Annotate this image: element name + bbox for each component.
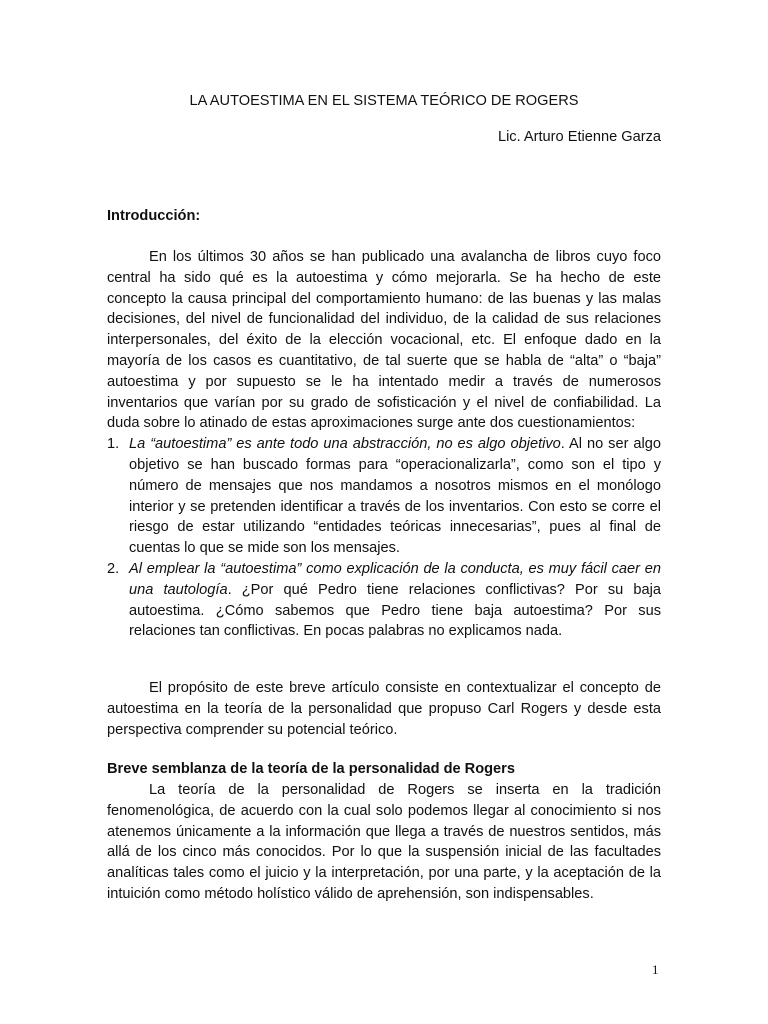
list-item-italic: La “autoestima” es ante todo una abstracción, no es algo objetivo <box>129 436 561 453</box>
intro-heading: Introducción: <box>107 208 201 224</box>
list-item-number: 1. <box>107 436 120 453</box>
section-heading: Breve semblanza de la teoría de la personalidad de Rogers <box>107 761 515 777</box>
list-item-text: . Al no ser algo objetivo se han buscado formas para “operacionalizarla”, como son el tipo y número de mensajes que nos mandamos a nosotros mismos en el monólogo interior y se pretenden identificar a través de los inventarios. Con esto se corre el riesgo de estar utilizando “entidades teóricas innecesarias”, pues al final de cuentas lo que se mide son los mensajes. <box>129 436 661 557</box>
list-item-italic: Al emplear la “autoestima” como explicación de la conducta, es muy fácil caer en una tautología <box>129 560 661 598</box>
purpose-paragraph: El propósito de este breve artículo consiste en contextualizar el concepto de autoestima en la teoría de la personalidad que propuso Carl Rogers y desde esta perspectiva comprender su potencial teórico. <box>107 680 661 738</box>
document-title: LA AUTOESTIMA EN EL SISTEMA TEÓRICO DE ROGERS <box>189 93 579 109</box>
author-line: Lic. Arturo Etienne Garza <box>497 129 661 145</box>
list-item-number: 2. <box>107 560 120 577</box>
intro-paragraph: En los últimos 30 años se han publicado una avalancha de libros cuyo foco central ha sido qué es la autoestima y cómo mejorarla. Se ha hecho de este concepto la causa principal del comportamiento humano: de las buenas y las malas decisiones, del nivel de funcionalidad del individuo, de la calidad de sus relaciones interpersonales, del éxito de la elección vocacional, etc. El enfoque dado en la mayoría de los casos es cuantitativo, de tal suerte que se habla de “alta” o “baja” autoestima y por supuesto se le ha intentado medir a través de numerosos inventarios que varían por su grado de sofisticación y el nivel de confiabilidad. La duda sobre lo atinado de estas aproximaciones surge ante dos cuestionamientos: <box>107 249 661 432</box>
section-paragraph: La teoría de la personalidad de Rogers se inserta en la tradición fenomenológica, de acuerdo con la cual solo podemos llegar al conocimiento si nos atenemos únicamente a la información que llega a través de nuestros sentidos, más allá de los cinco más conocidos. Por lo que la suspensión inicial de las facultades analíticas tales como el juicio y la interpretación, por una parte, y la aceptación de la intuición como método holístico válido de aprehensión, son indispensables. <box>107 782 661 902</box>
questions-list <box>107 434 661 642</box>
list-item <box>107 434 661 559</box>
list-item-text: . ¿Por qué Pedro tiene relaciones conflictivas? Por su baja autoestima. ¿Cómo sabemos que Pedro tiene baja autoestima? Por sus relaciones tan conflictivas. En pocas palabras no explicamos nada. <box>129 581 661 640</box>
page-number: 1 <box>652 962 659 977</box>
intro-section <box>107 247 661 642</box>
list-item <box>107 559 661 642</box>
